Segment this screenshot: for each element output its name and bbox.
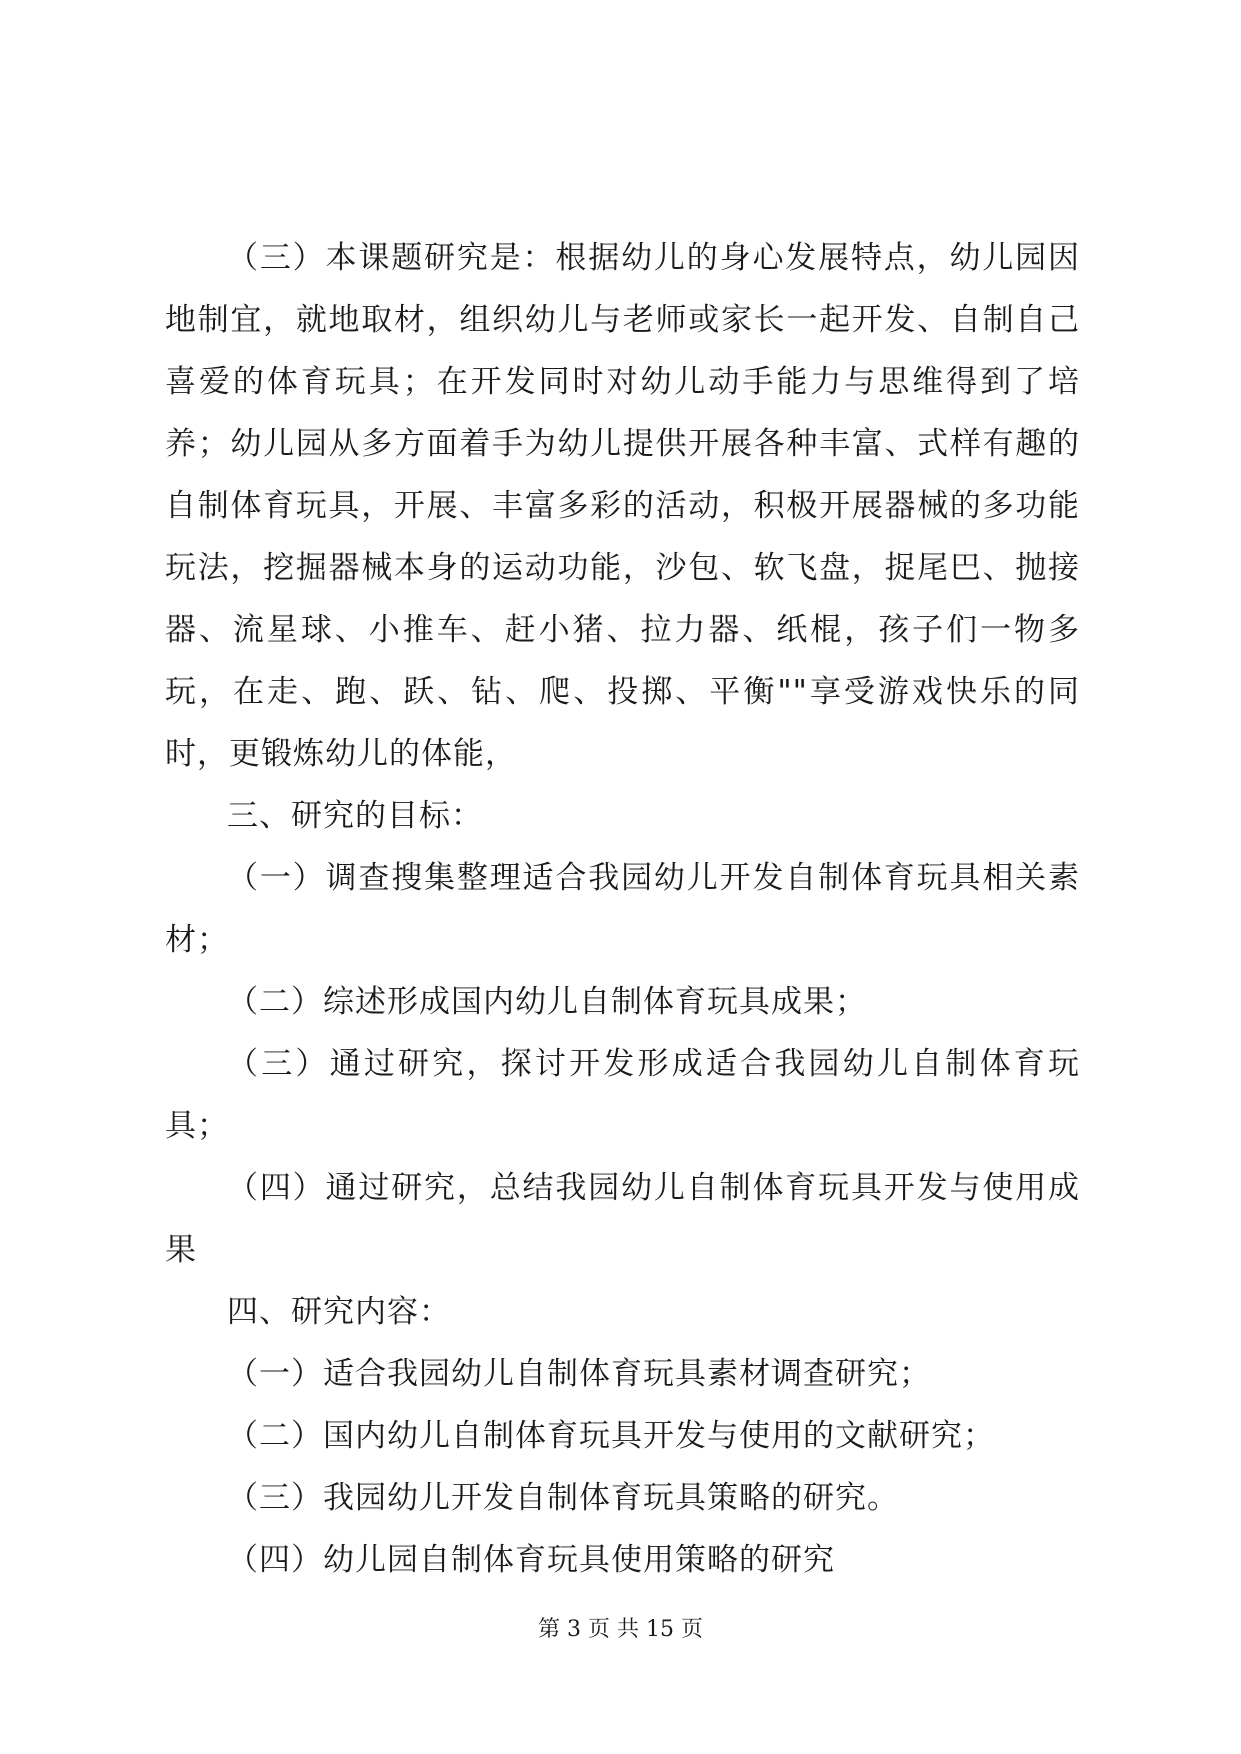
content-item-1: （一）适合我园幼儿自制体育玩具素材调查研究； — [227, 1356, 931, 1392]
paragraph-research-description: （三）本课题研究是：根据幼儿的身心发展特点，幼儿园因地制宜，就地取材，组织幼儿与老师或家长一起开发、自制自己喜爱的体育玩具；在开发同时对幼儿动手能力与思维得到了培养；幼儿园从多方面着手为幼儿提供开展各种丰富、式样有趣的自制体育玩具，开展、丰富多彩的活动，积极开展器械的多功能玩法，挖掘器械本身的运动功能，沙包、软飞盘，捉尾巴、抛接器、流星球、小推车、赶小猪、拉力器、纸棍，孩子们一物多玩，在走、跑、跃、钻、爬、投掷、平衡""享受游戏快乐的同时，更锻炼幼儿的体能， — [165, 240, 1080, 772]
content-item-3: （三）我园幼儿开发自制体育玩具策略的研究。 — [227, 1480, 899, 1516]
goal-item-4: （四）通过研究，总结我园幼儿自制体育玩具开发与使用成果 — [165, 1170, 1080, 1268]
heading-research-content: 四、研究内容： — [227, 1294, 451, 1330]
page-number-footer: 第 3 页 共 15 页 — [538, 1617, 703, 1642]
document-body — [165, 227, 1080, 1591]
content-item-4: （四）幼儿园自制体育玩具使用策略的研究 — [227, 1542, 835, 1578]
goal-item-2: （二）综述形成国内幼儿自制体育玩具成果； — [227, 984, 867, 1020]
content-item-2: （二）国内幼儿自制体育玩具开发与使用的文献研究； — [227, 1418, 995, 1454]
goal-item-3: （三）通过研究，探讨开发形成适合我园幼儿自制体育玩具； — [165, 1046, 1080, 1144]
goal-item-1: （一）调查搜集整理适合我园幼儿开发自制体育玩具相关素材； — [165, 860, 1080, 958]
heading-research-goals: 三、研究的目标： — [227, 798, 483, 834]
